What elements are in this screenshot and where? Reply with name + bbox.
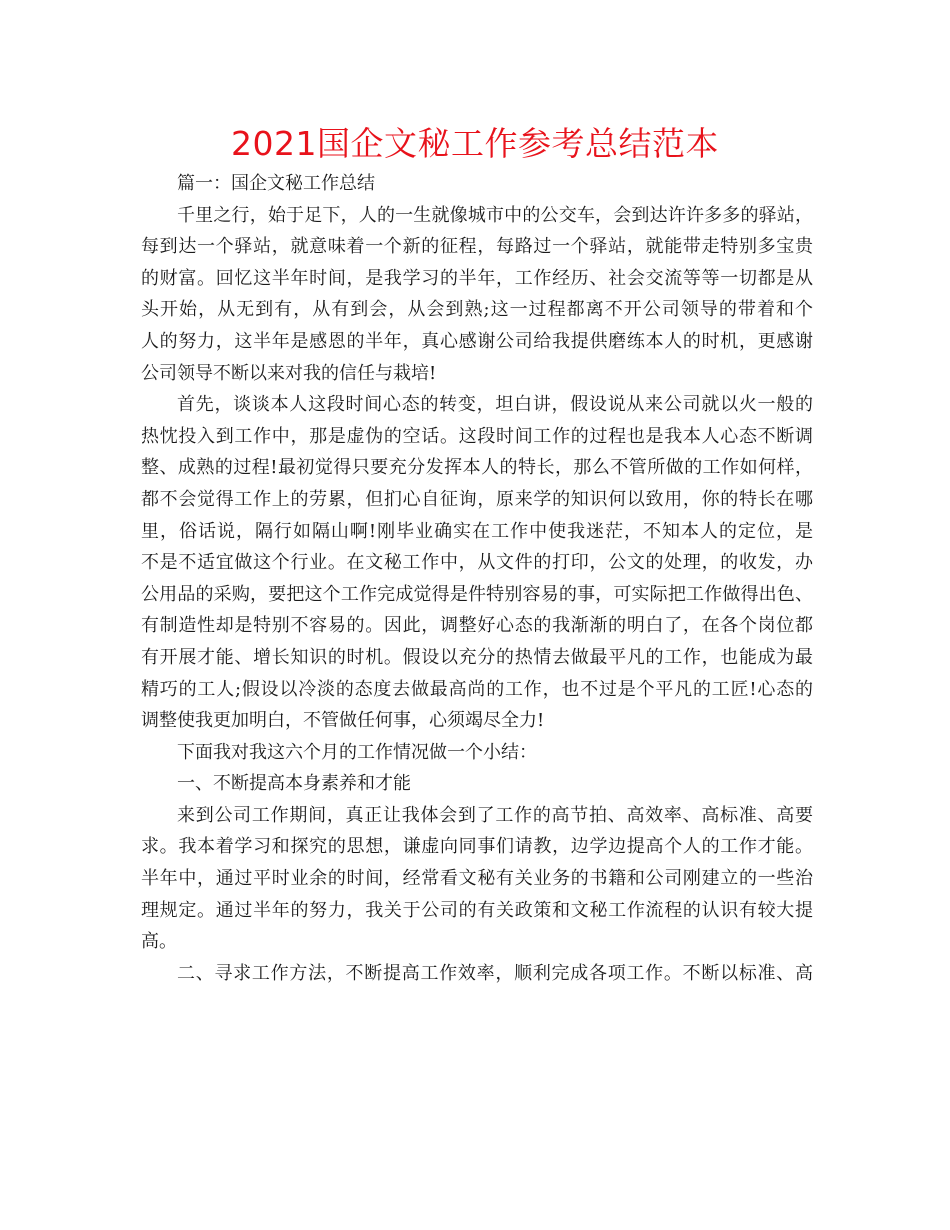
text-line: 公用品的采购，要把这个工作完成觉得是件特别容易的事，可实际把工作做得出色、: [141, 583, 813, 605]
text-line: 理规定。通过半年的努力，我关于公司的有关政策和文秘工作流程的认识有较大提: [141, 899, 813, 921]
text-line: 二、寻求工作方法，不断提高工作效率，顺利完成各项工作。不断以标准、高: [177, 962, 813, 984]
text-line: 千里之行，始于足下，人的一生就像城市中的公交车，会到达许许多多的驿站，: [177, 204, 813, 226]
text-line: 来到公司工作期间，真正让我体会到了工作的高节拍、高效率、高标准、高要: [177, 804, 813, 826]
text-line: 高。: [141, 931, 177, 953]
text-line: 头开始，从无到有，从有到会，从会到熟;这一过程都离不开公司领导的带着和个: [141, 299, 813, 321]
text-line: 调整使我更加明白，不管做任何事，心须竭尽全力!: [141, 710, 545, 732]
document-title: 2021国企文秘工作参考总结范本: [231, 124, 719, 163]
text-line: 有制造性却是特别不容易的。因此，调整好心态的我渐渐的明白了，在各个岗位都: [141, 615, 813, 637]
text-line: 下面我对我这六个月的工作情况做一个小结：: [177, 741, 537, 763]
text-line: 都不会觉得工作上的劳累，但扪心自征询，原来学的知识何以致用，你的特长在哪: [141, 488, 813, 510]
text-line: 精巧的工人;假设以冷淡的态度去做最高尚的工作，也不过是个平凡的工匠!心态的: [141, 678, 813, 700]
text-line: 有开展才能、增长知识的时机。假设以充分的热情去做最平凡的工作，也能成为最: [141, 646, 813, 668]
text-line: 热忱投入到工作中，那是虚伪的空话。这段时间工作的过程也是我本人心态不断调: [141, 425, 813, 447]
text-line: 篇一：国企文秘工作总结: [177, 173, 375, 194]
text-line: 求。我本着学习和探究的思想，谦虚向同事们请教，边学边提高个人的工作才能。: [141, 836, 813, 858]
text-line: 公司领导不断以来对我的信任与栽培!: [141, 362, 437, 384]
text-line: 不是不适宜做这个行业。在文秘工作中，从文件的打印，公文的处理，的收发，办: [141, 552, 813, 574]
text-line: 半年中，通过平时业余的时间，经常看文秘有关业务的书籍和公司刚建立的一些治: [141, 868, 813, 890]
document-body: [141, 168, 813, 989]
text-line: 首先，谈谈本人这段时间心态的转变，坦白讲，假设说从来公司就以火一般的: [177, 394, 813, 416]
text-line: 每到达一个驿站，就意味着一个新的征程，每路过一个驿站，就能带走特别多宝贵: [141, 236, 813, 258]
text-line: 人的努力，这半年是感恩的半年，真心感谢公司给我提供磨练本人的时机，更感谢: [141, 330, 813, 352]
text-line: 里，俗话说，隔行如隔山啊!刚毕业确实在工作中使我迷茫，不知本人的定位，是: [141, 520, 813, 542]
text-line: 的财富。回忆这半年时间，是我学习的半年，工作经历、社会交流等等一切都是从: [141, 267, 813, 289]
text-line: 一、不断提高本身素养和才能: [177, 773, 411, 795]
text-line: 整、成熟的过程!最初觉得只要充分发挥本人的特长，那么不管所做的工作如何样，: [141, 457, 813, 479]
